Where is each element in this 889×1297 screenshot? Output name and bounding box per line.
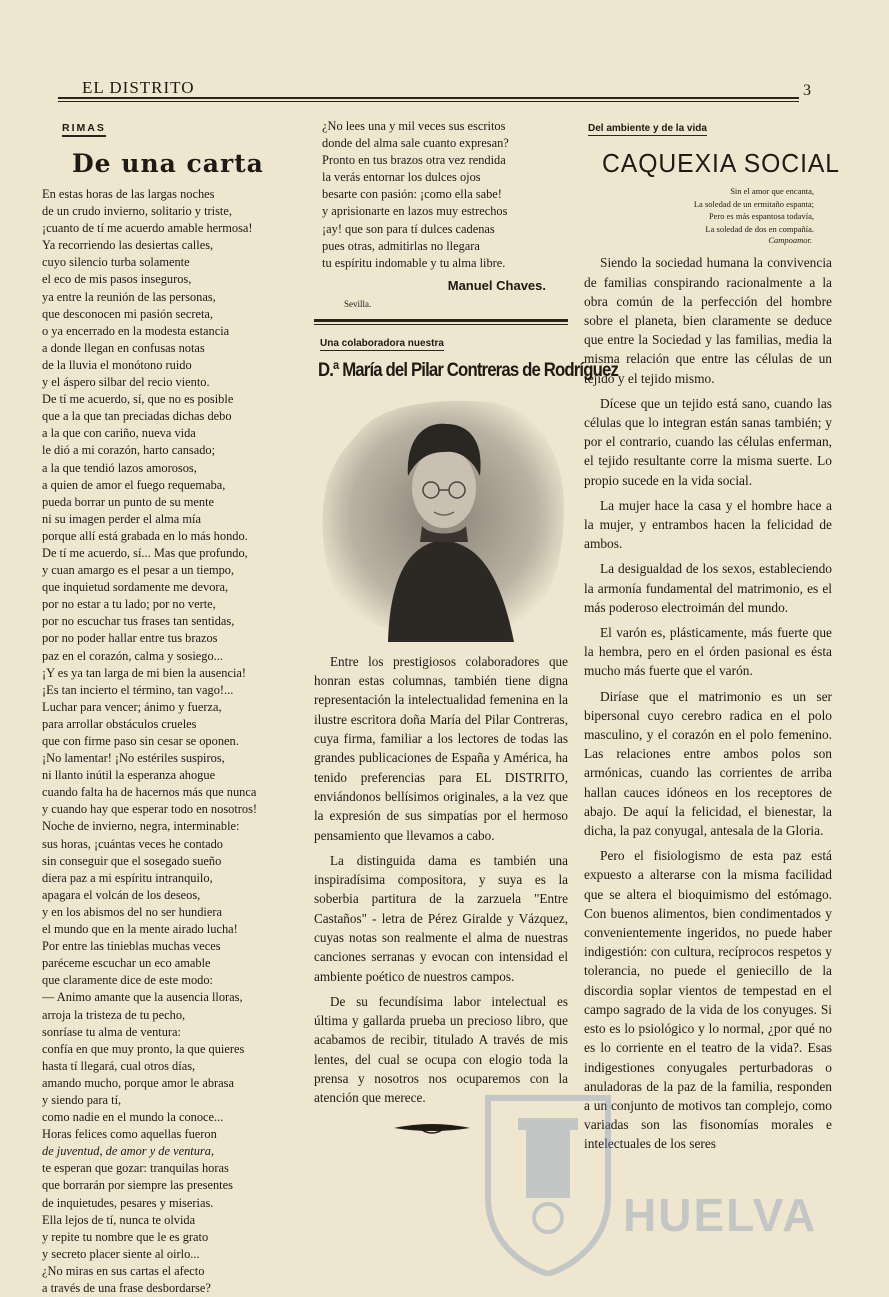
- huelva-watermark: [478, 1088, 838, 1276]
- poem-line: a donde llegan en confusas notas: [42, 340, 205, 355]
- paragraph: El varón es, plásticamente, más fuerte que la hembra, pero en el órden pasional es ésta mucho más fuerte que el varón.: [584, 625, 832, 679]
- poem-line: que inquietud sordamente me devora,: [42, 580, 229, 595]
- poem-line: arroja la tristeza de tu pecho,: [42, 1007, 186, 1022]
- poem-line: de inquietudes, pesares y miserias.: [42, 1195, 214, 1210]
- poem-line: tu espíritu indomable y tu alma libre.: [322, 255, 506, 270]
- kicker-colaboradora: Una colaboradora nuestra: [320, 337, 444, 349]
- poem-line: amando mucho, porque amor le abrasa: [42, 1075, 234, 1090]
- poem-line: ¿No miras en sus cartas el afecto: [42, 1263, 205, 1278]
- poem-line: ¿No lees una y mil veces sus escritos: [322, 119, 506, 133]
- poem-line: apagara el volcán de los deseos,: [42, 887, 201, 902]
- poem-place: Sevilla.: [344, 298, 372, 309]
- poem-line: que con firme paso sin cesar se oponen.: [42, 734, 239, 748]
- poem-line: de la lluvia el monótono ruido: [42, 357, 192, 372]
- epigraph-author: Campoamor.: [768, 235, 812, 246]
- poem-line: ni su imagen perder el alma mía: [42, 511, 201, 526]
- poem-line: cuando falta ha de hacernos más que nunca: [42, 785, 257, 800]
- poem-line: Noche de invierno, negra, interminable:: [42, 819, 240, 834]
- poem-line: De tí me acuerdo, sí... Mas que profundo,: [42, 545, 248, 560]
- poem-line: En estas horas de las largas noches: [42, 187, 215, 201]
- poem-line: pueda borrar un punto de su mente: [42, 494, 215, 509]
- paragraph: Pero el fisiologismo de esta paz está expuesto a alterarse con la misma facilidad que se altera el bioquimismo del estómago. Con buenos alimentos, bien condimentados y convenientemente ingeridos, no puede haber indigestión: con cultura, recíprocos respetos y tolerancia, no puede el geniecillo de la discordia soplar vientos de tempestad en el campo sagrado de la vida de los conyuges. Si esto es lo psiológico y lo normal, ¿por qué no es lo corriente en el teatro de la vida?. Esas indigestiones conyugales perturbadoras o anuladoras de la paz de la familia, responden a un conjunto de motivos tan complejo, como variadas son las fisonomías morales e intelectuales de los seres: [584, 848, 832, 1152]
- epigraph-line: Sin el amor que encanta,: [730, 186, 814, 196]
- poem-line: ¡cuanto de tí me acuerdo amable hermosa!: [42, 221, 253, 236]
- poem-signature: Manuel Chaves.: [447, 277, 546, 293]
- poem-line: Ya recorriendo las desiertas calles,: [42, 238, 214, 253]
- poem-line: te esperan que gozar: tranquilas horas: [42, 1161, 229, 1176]
- seal-icon: [478, 1088, 618, 1276]
- poem-title: De una carta: [72, 149, 264, 178]
- column-rimas: [42, 118, 306, 1297]
- poem-line: que desconocen mi pasión secreta,: [42, 306, 213, 321]
- section-label-rimas: RIMAS: [62, 122, 106, 137]
- paragraph: Dícese que un tejido está sano, cuando las células que lo integran están sanas también; y por el contrario, cuando las células enferman, el tejido resultante corre la misma suerte. Lo propio sucede en la vida social.: [584, 395, 832, 488]
- poem-body: [42, 186, 306, 1297]
- poem-line: ¡No lamentar! ¡No estériles suspiros,: [42, 751, 225, 766]
- section-divider-thin: [314, 324, 568, 325]
- page-header: [58, 76, 811, 100]
- poem-line: paréceme escuchar un eco amable: [42, 956, 211, 971]
- poem-line: a la que con cariño, nueva vida: [42, 426, 196, 441]
- poem-line: y siendo para tí,: [42, 1092, 122, 1107]
- poem-line: Luchar para vencer; ánimo y fuerza,: [42, 699, 222, 714]
- poem-line: Por entre las tinieblas muchas veces: [42, 939, 221, 954]
- column-caquexia: [584, 118, 841, 1154]
- poem-line: porque allí está grabada en lo más hondo.: [42, 528, 248, 543]
- column-center: [314, 118, 618, 1141]
- poem-line: pues otras, admitirlas no llegara: [322, 238, 480, 253]
- epigraph-line: Pero es más espantosa todavía,: [708, 211, 814, 222]
- poem-line: ¡ay! que son para tí dulces cadenas: [322, 221, 495, 236]
- poem-line: donde del alma sale cuanto expresan?: [322, 136, 509, 151]
- epigraph-line: La soledad de un ermitaño espanta;: [693, 198, 814, 209]
- paragraph: La distinguida dama es también una inspiradísima compositora, y suya es la soberbia partitura de la zarzuela "Entre Castaños" - letra de Pérez Giralde y Vázquez, cuyas notas son realmente el alma de nuestras canciones serranas y evocan con intensidad el ambiente poético de nuestros campos.: [314, 852, 568, 984]
- poem-line: besarte con pasión: ¡como ella sabe!: [322, 187, 502, 202]
- poem-continuation: [322, 118, 568, 272]
- poem-line: y el áspero silbar del recio viento.: [42, 375, 210, 390]
- poem-line: que claramente dice de este modo:: [42, 973, 213, 988]
- poem-line: por no estar a tu lado; por no verte,: [42, 597, 216, 612]
- poem-line: ni llanto inútil la esperanza ahogue: [42, 768, 216, 783]
- epigraph-line: La soledad de dos en compañía.: [705, 223, 814, 234]
- poem-line: y en los abismos del no ser hundiera: [42, 904, 222, 919]
- poem-line: ya entre la reunión de las personas,: [42, 289, 216, 304]
- poem-line: como nadie en el mundo la conoce...: [42, 1110, 224, 1125]
- paragraph: La desigualdad de los sexos, estableciendo la armonía fundamental del matrimonio, es el más poderoso electroimán del mundo.: [584, 561, 832, 615]
- poem-line: Ella lejos de tí, nunca te olvida: [42, 1212, 196, 1227]
- poem-line: por no poder hallar entre tus brazos: [42, 631, 218, 646]
- page-number: 3: [803, 82, 811, 99]
- poem-line: a través de una frase desbordarse?: [42, 1281, 211, 1295]
- poem-line: Horas felices como aquellas fueron: [42, 1127, 217, 1142]
- article-body: [314, 652, 568, 1108]
- portrait-photo: [318, 394, 568, 642]
- poem-line: la verás entornar los dulces ojos: [322, 170, 481, 185]
- poem-line: paz en el corazón, calma y sosiego...: [42, 648, 223, 663]
- poem-line: hasta tí llegará, cual otros días,: [42, 1058, 196, 1073]
- paragraph: La mujer hace la casa y el hombre hace a la mujer, y entrambos hacen la felicidad de ambos.: [584, 497, 832, 552]
- poem-line: o ya encerrado en la modesta estancia: [42, 323, 230, 338]
- poem-line: de juventud, de amor y de ventura,: [42, 1144, 215, 1159]
- poem-line: para arrollar obstáculos crueles: [42, 716, 197, 731]
- poem-line: el mundo que en la mente airado lucha!: [42, 922, 238, 937]
- poem-line: sonríase tu alma de ventura:: [42, 1024, 182, 1039]
- poem-line: que borrarán por siempre las presentes: [42, 1178, 233, 1193]
- article-headline: D.ª María del Pilar Contreras de Rodríguez: [318, 358, 618, 381]
- poem-line: de un crudo invierno, solitario y triste,: [42, 204, 232, 219]
- poem-line: Pronto en tus brazos otra vez rendida: [322, 153, 506, 168]
- poem-line: sin conseguir que el sosegado sueño: [42, 853, 222, 868]
- poem-line: y cuan amargo es el pesar a un tiempo,: [42, 563, 235, 578]
- paragraph: Diríase que el matrimonio es un ser bipersonal cuyo cerebro radica en el polo masculino, y el corazón en el polo femenino. Las relaciones entre ambos polos son armónicas, cuando las corrientes de arriba hallan cauces idóneos en los receptores de abajo. De aquí la felicidad, el bienestar, la dicha, la paz conyugal, antesala de la Gloria.: [584, 688, 832, 839]
- newspaper-title: EL DISTRITO: [82, 78, 195, 97]
- paragraph: Entre los prestigiosos colaboradores que honran estas columnas, también tiene digna representación la intelectualidad femenina en la ilustre escritora doña María del Pilar Contreras, cuya firma, familiar a los lectores de todas las grandes publicaciones de España y América, ha tenido preferencias para EL DISTRITO, enviándonos bellísimos originales, a la vez que la expresión de sus simpatías por el hermoso pensamiento que llevamos a cabo.: [314, 653, 568, 843]
- paragraph: De su fecundísima labor intelectual es última y gallarda prueba un precioso libro, que acabamos de recibir, titulado A través de mis lentes, del cual se ocupa con elogio toda la prensa y nosotros nos ocuparemos con la atención que merece.: [314, 993, 568, 1106]
- poem-line: el eco de mis pasos inseguros,: [42, 272, 192, 287]
- poem-line: y secreto placer siente al oirlo...: [42, 1246, 200, 1261]
- paragraph: Siendo la sociedad humana la convivencia de familias conspirando racionalmente a la obra común de la perfección del hombre sobre el planeta, bien claramente se deduce que entre la Sociedad y las familias, media la misma relación que entre las células de un tejido y el tejido mismo.: [584, 255, 832, 386]
- poem-line: y aprisionarte en lazos muy estrechos: [322, 204, 508, 219]
- poem-line: confía en que muy pronto, la que quieres: [42, 1041, 245, 1056]
- poem-line: a la que tendió lazos amorosos,: [42, 460, 197, 475]
- poem-line: le dió a mi corazón, harto cansado;: [42, 443, 216, 458]
- poem-line: — Animo amante que la ausencia lloras,: [42, 990, 243, 1005]
- section-divider: [314, 319, 568, 322]
- watermark-text: HUELVA: [623, 1189, 818, 1241]
- epigraph: [584, 185, 814, 235]
- header-rule-thin: [58, 101, 799, 102]
- header-rule: [58, 97, 799, 99]
- poem-line: a quien de amor el fuego requemaba,: [42, 477, 226, 492]
- kicker-ambiente: Del ambiente y de la vida: [588, 123, 707, 134]
- poem-line: cuyo silencio turba solamente: [42, 255, 190, 270]
- caquexia-body: [584, 253, 832, 1153]
- poem-line: diera paz a mi espíritu intranquilo,: [42, 870, 213, 885]
- poem-line: ¡Es tan incierto el término, tan vago!...: [42, 682, 234, 697]
- poem-line: y repite tu nombre que le es grato: [42, 1229, 209, 1244]
- poem-line: por no escuchar tus frases tan sentidas,: [42, 614, 235, 629]
- poem-line: y cuando hay que esperar todo en nosotros!: [42, 802, 258, 817]
- poem-line: ¡Y es ya tan larga de mi bien la ausencia!: [42, 665, 247, 680]
- article-title-caquexia: CAQUEXIA SOCIAL: [602, 148, 841, 178]
- poem-line: De tí me acuerdo, sí, que no es posible: [42, 392, 234, 407]
- poem-line: sus horas, ¡cuántas veces he contado: [42, 836, 223, 851]
- poem-line: que a la que tan preciadas dichas debo: [42, 409, 232, 424]
